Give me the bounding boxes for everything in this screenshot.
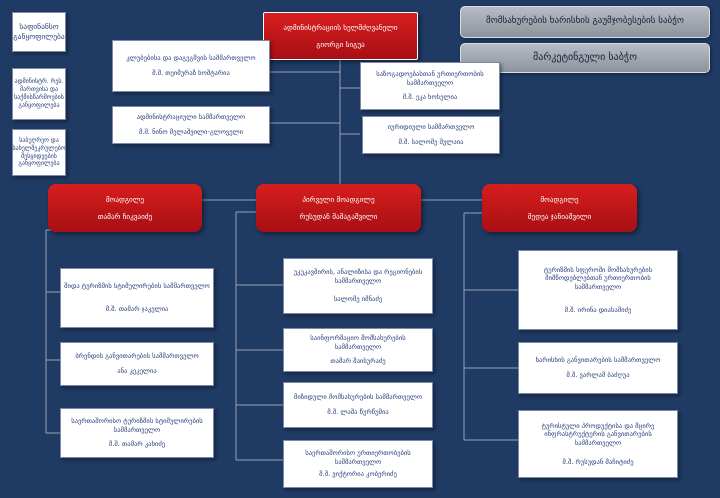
unit-title: საერთაშორისო ტურიზმის სტიმულირების სამმართველო: [71, 417, 203, 434]
head-title: ადმინისტრაციის ხელმძღვანელი: [283, 22, 398, 32]
unit-head: მ.შ. სალომე შულაია: [398, 138, 464, 146]
col2-unit: [283, 328, 433, 372]
col1-unit: [60, 268, 214, 328]
finance-department-label: საფინანსო განყოფილება: [13, 22, 65, 41]
first-deputy-box: [256, 184, 421, 232]
deputy-title: მოადგილე: [540, 194, 579, 204]
unit-title: ბრენდის განვითარების სამმართველო: [75, 352, 199, 361]
admin-unit: [360, 62, 500, 110]
deputy-box: [48, 184, 202, 232]
head-name: გიორგი სიგუა: [316, 40, 365, 49]
deputy-name: მედეა ჯანიაშვილი: [527, 212, 592, 221]
col3-unit: [518, 410, 678, 478]
unit-title: ხარისხის განვითარების სამმართველო: [535, 356, 661, 365]
deputy-name: თამარ ჩიკვაიძე: [97, 212, 153, 221]
deputy-title: მოადგილე: [105, 194, 145, 204]
unit-head: მ.შ. თეიმურაზ ხოშტარია: [152, 69, 230, 77]
procurement-department: [12, 129, 66, 176]
unit-head: მ.შ. თამარ ჯაკელია: [105, 305, 169, 313]
marketing-council-label: მარკეტინგული საბჭო: [533, 51, 637, 63]
finance-department: [12, 12, 66, 52]
col2-unit: [283, 382, 433, 428]
unit-title: უკუკავშირის, ანალიზისა და რეგიონების სამმართველო: [293, 268, 423, 285]
unit-head: მ.შ. ვიქტორია კობერიძე: [319, 470, 397, 479]
col3-unit: [518, 342, 678, 394]
unit-head: მ.შ. ირინა დიასამიძე: [564, 305, 632, 314]
unit-title: მიზიდული მომსახურების სამმართველო: [293, 393, 423, 402]
unit-head: მ.შ. ლაშა წურწუმია: [327, 408, 389, 416]
unit-title: საერთაშორისო ურთიერთობების სამმართველო: [305, 449, 411, 466]
deputy-title: პირველი მოადგილე: [302, 194, 375, 204]
unit-head: სალომე იმნაძე: [333, 295, 383, 304]
col2-unit: [283, 440, 433, 488]
unit-title: ტურიზმის სფეროში მომსახურების მიმწოდებლებთან ურთიერთობის სამმართველო: [543, 265, 653, 291]
admin-unit: [362, 116, 500, 154]
unit-title: შიდა ტურიზმის სტიმულირების სამმართველო: [64, 282, 210, 291]
unit-title: ადმინისტრაციული სამმართველო: [136, 113, 246, 122]
unit-head: მ.შ. რუსუდან მაჩიტიძე: [562, 457, 634, 466]
deputy-box: [482, 184, 637, 232]
head-of-administration: [263, 12, 418, 60]
unit-head: მ.შ. თამარ კახიძე: [108, 440, 166, 449]
quality-council: [460, 6, 710, 38]
quality-council-label: მომსახურების ხარისხის გაუმჯობესების საბჭო: [486, 16, 684, 27]
admin-resources-department-label: ადმინისტრ. რეს. მართვისა და საქმისწარმოების განყოფილება: [14, 78, 64, 109]
admin-unit: [112, 40, 270, 92]
unit-title: იურიდიული სამმართველო: [387, 123, 475, 132]
unit-head: მ.შ. ვარლამ ბაძღუა: [566, 371, 630, 379]
unit-title: საინფორმაციო მომსახურების სამმართველო: [310, 334, 406, 351]
unit-head: ანა კეკელია: [117, 367, 157, 375]
unit-title: საზოგადოებასთან ურთიერთობის სამმართველო: [376, 70, 484, 87]
col1-unit: [60, 342, 214, 386]
deputy-name: რუსუდან მამაგაშვილი: [299, 212, 378, 221]
admin-resources-department: [12, 68, 66, 120]
col1-unit: [60, 408, 214, 458]
procurement-department-label: საბუღრეო და სახელშეკრულებო შესყიდვების განყოფილება: [12, 136, 66, 168]
unit-head: თამარ მაისურაძე: [330, 357, 386, 366]
unit-head: მ.შ. ეკა ხოსელია: [402, 93, 458, 102]
unit-title: ტურისტული პროდუქტისა და მცირე ინფრასტრუქტურის განვითარების სამმართველო: [541, 421, 655, 447]
admin-unit: [112, 106, 270, 144]
col3-unit: [518, 250, 678, 330]
unit-head: მ.შ. ნინო მელაშვილი-გლოველი: [138, 128, 244, 136]
col2-unit: [283, 258, 433, 314]
unit-title: კლუბებისა და დაგეგმვის სამმართველო: [126, 54, 256, 63]
